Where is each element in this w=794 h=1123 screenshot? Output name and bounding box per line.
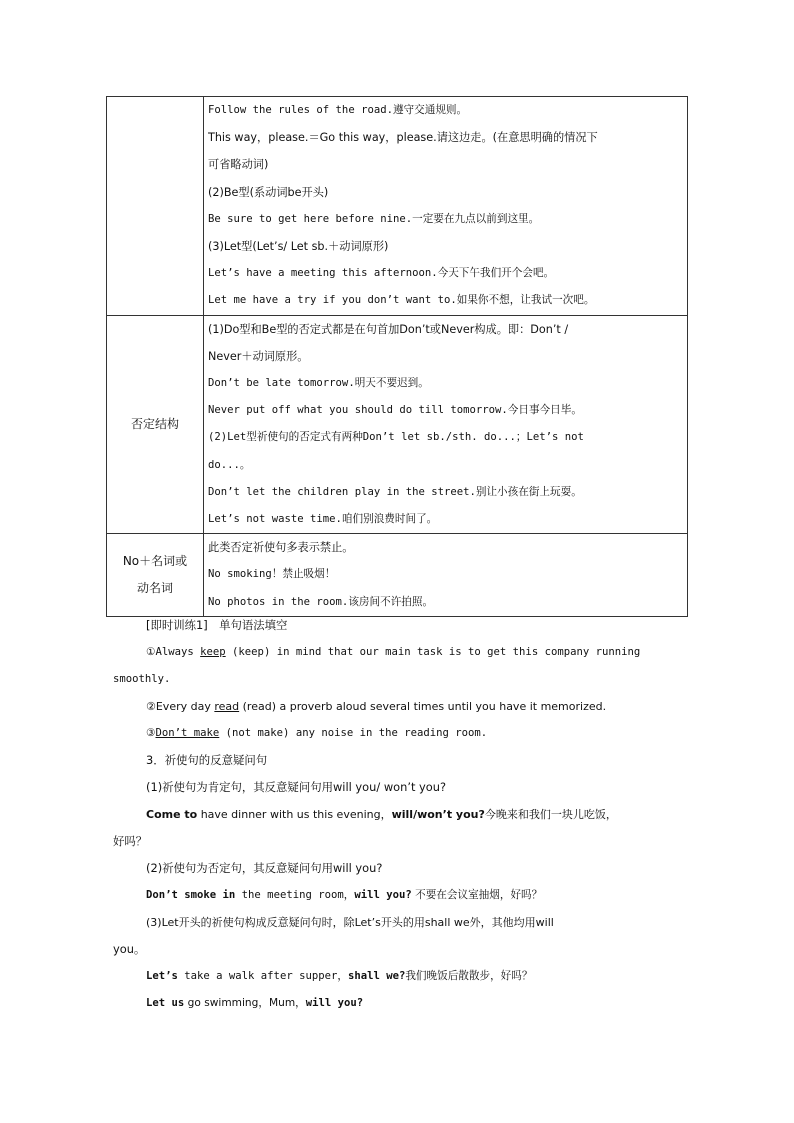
table-line: Let me have a try if you don’t want to.如果你不想，让我试一次吧。: [208, 294, 595, 307]
table-line: (1)Do型和Be型的否定式都是在句首加Don’t或Never构成。即：Don’t /: [208, 322, 569, 336]
table-line: Follow the rules of the road.遵守交通规则。: [208, 104, 468, 116]
example-text: go swimming，Mum，: [184, 997, 306, 1009]
question-prefix: ③: [146, 727, 156, 739]
exercise-question-cont: smoothly.: [113, 673, 171, 685]
exercise-heading: [即时训练1] 单句语法填空: [146, 618, 288, 632]
example-sentence: [113, 990, 716, 1017]
example-bold: will you?: [354, 889, 412, 901]
table-line: Never put off what you should do till tomorrow.今日事今日毕。: [208, 404, 582, 417]
table-row: [107, 97, 688, 316]
question-answer: read: [214, 700, 240, 713]
table-line: Let’s have a meeting this afternoon.今天下午我们开个会吧。: [208, 267, 555, 280]
table-line: No smoking！禁止吸烟！: [208, 568, 336, 581]
example-translation: 今晚来和我们一块儿吃饭，: [484, 808, 617, 821]
example-bold: Come to: [146, 808, 198, 821]
question-suffix: (keep) in mind that our main task is to get this company running: [225, 646, 641, 658]
rule-text: (1)祈使句为肯定句，其反意疑问句用will you/ won’t you?: [146, 780, 447, 794]
rule-text-cont: you。: [113, 942, 146, 956]
row-label-line: No＋名词或: [122, 554, 188, 569]
table-line: No photos in the room.该房间不许拍照。: [208, 595, 434, 608]
question-prefix: ②Every day: [146, 700, 215, 713]
question-answer: Don’t make: [155, 727, 220, 739]
row-label-line: 动名词: [136, 581, 173, 596]
row-content: [204, 97, 688, 316]
table-row: [107, 534, 688, 617]
question-answer: keep: [200, 646, 226, 658]
table-line: Let’s not waste time.咱们别浪费时间了。: [208, 513, 438, 526]
example-translation: 不要在会议室抽烟，好吗？: [411, 889, 543, 901]
example-sentence: [113, 963, 716, 990]
example-translation-cont: 好吗？: [113, 834, 148, 848]
table-line: Don’t be late tomorrow.明天不要迟到。: [208, 377, 429, 390]
row-content: [204, 534, 688, 617]
example-sentence: [113, 801, 716, 828]
example-text: take a walk after supper，: [177, 970, 348, 982]
example-bold: Let us: [146, 997, 185, 1009]
example-translation: 我们晚饭后散散步，好吗？: [405, 970, 533, 982]
table-line: (3)Let型(Let’s/ Let sb.＋动词原形): [208, 240, 389, 254]
table-line: 可省略动词): [208, 158, 269, 172]
table-line: This way，please.＝Go this way，please.请这边走。(在意思明确的情况下: [208, 131, 598, 145]
example-bold: Don’t smoke in: [146, 889, 236, 901]
row-content: [204, 315, 688, 534]
example-text: the meeting room，: [235, 889, 355, 901]
exercise-question: [113, 639, 716, 666]
table-line: do...。: [208, 458, 251, 471]
rule-text: (2)祈使句为否定句，其反意疑问句用will you?: [146, 861, 383, 875]
row-label: [107, 97, 204, 316]
question-prefix: ①Always: [146, 646, 201, 658]
table-line: Never＋动词原形。: [208, 349, 309, 363]
grammar-table: [106, 96, 688, 617]
table-row: [107, 315, 688, 534]
exercise-question: [113, 693, 716, 720]
example-bold: Let’s: [146, 970, 178, 982]
section-heading: 3．祈使句的反意疑问句: [146, 753, 268, 767]
table-line: Be sure to get here before nine.一定要在九点以前到这里。: [208, 212, 540, 225]
table-line: (2)Let型祈使句的否定式有两种Don’t let sb./sth. do...；Let’s not: [208, 431, 584, 444]
row-label: [107, 534, 204, 617]
example-bold: will you?: [305, 997, 364, 1009]
table-line: Don’t let the children play in the street.别让小孩在街上玩耍。: [208, 485, 582, 498]
rule-text: (3)Let开头的祈使句构成反意疑问句时，除Let’s开头的用shall we外，其他均用will: [146, 916, 554, 929]
example-sentence: [113, 882, 716, 909]
question-suffix: (not make) any noise in the reading room.: [219, 727, 488, 739]
table-line: (2)Be型(系动词be开头): [208, 185, 329, 199]
question-suffix: (read) a proverb aloud several times until you have it memorized.: [239, 700, 607, 713]
example-bold: will/won’t you?: [391, 808, 485, 821]
example-bold: shall we?: [347, 970, 406, 982]
row-label: 否定结构: [107, 315, 204, 534]
table-line: 此类否定祈使句多表示禁止。: [208, 541, 354, 555]
example-text: have dinner with us this evening，: [197, 808, 392, 821]
exercise-question: [113, 720, 716, 747]
